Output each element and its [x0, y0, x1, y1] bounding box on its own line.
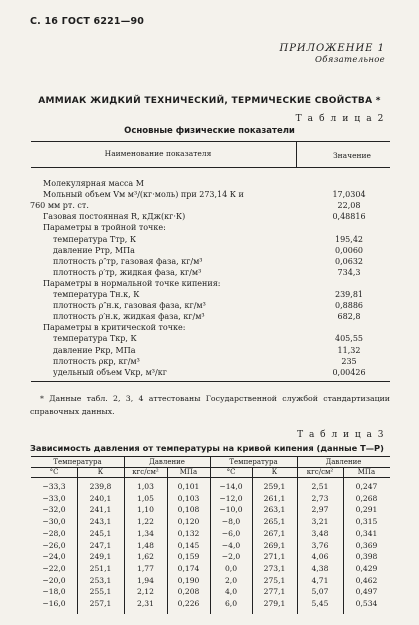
table3-cell-temp-k: 277,1: [263, 587, 286, 597]
table3-cell-pressure-mpa: 0,190: [177, 575, 200, 585]
table2-row-name: Мольный объем Vм м³/(кг·моль) при 273,14 К и: [43, 190, 244, 200]
table2-row-value: 22,08: [337, 201, 361, 211]
table3-sub-kgf: кгс/см²: [132, 468, 159, 476]
table3-cell-temp-k: 269,1: [263, 540, 286, 550]
table3-cell-pressure-kgf: 5,45: [311, 599, 329, 608]
table2-col-value-header: Значение: [333, 151, 371, 160]
table2-row-value: 235: [341, 356, 357, 366]
table3-cell-pressure-kgf: 3,48: [311, 528, 329, 538]
table2-label: Т а б л и ц а 2: [295, 114, 385, 124]
table3-cell-pressure-mpa: 0,341: [355, 528, 378, 538]
table3-cell-pressure-mpa: 0,174: [177, 563, 200, 573]
table3-group-pressure: Давление: [149, 458, 185, 466]
table3-cell-pressure-mpa: 0,247: [355, 482, 378, 491]
table3-cell-temp-c: −18,0: [42, 587, 66, 597]
table3-cell-pressure-kgf: 2,12: [137, 587, 154, 597]
table2-row-value: 0,48816: [332, 212, 366, 222]
table3-cell-pressure-kgf: 2,51: [311, 482, 329, 491]
page-header: С. 16 ГОСТ 6221—90: [30, 16, 145, 27]
table3-cell-temp-c: −12,0: [219, 493, 243, 503]
table3-cell-temp-k: 279,1: [263, 599, 286, 608]
table3-sub-celsius: °С: [226, 468, 236, 476]
table2-bottom-rule: [31, 381, 390, 382]
table2-row-value: 0,0060: [335, 245, 363, 255]
table2-row: [33, 290, 419, 300]
table3-cell-pressure-mpa: 0,534: [355, 599, 378, 608]
table3-cell-temp-k: 239,8: [89, 482, 112, 491]
table3-cell-pressure-kgf: 2,97: [311, 505, 329, 515]
table2-row: [33, 301, 419, 311]
table2-header-rule: [31, 167, 390, 168]
table3-cell-pressure-mpa: 0,398: [355, 552, 378, 562]
table3-cell-temp-k: 267,1: [263, 528, 286, 538]
table3-cell-pressure-kgf: 1,34: [137, 528, 154, 538]
table3-cell-pressure-kgf: 4,38: [311, 563, 329, 573]
table2-row: [33, 312, 419, 322]
table3-sub-mpa: МПа: [179, 468, 198, 476]
table2-row-name: Молекулярная масса M: [43, 179, 144, 188]
table3-cell-pressure-mpa: 0,291: [355, 505, 378, 515]
table2-row-value: 17,0304: [332, 190, 366, 200]
table3-cell-temp-k: 261,1: [263, 493, 286, 503]
table2-row-name: плотность ρ′н.к, жидкая фаза, кг/м³: [53, 312, 205, 322]
table2-row-value: 405,55: [335, 334, 363, 344]
table3-sub-kelvin: К: [97, 468, 104, 476]
table3-cell-temp-c: −14,0: [219, 482, 243, 491]
table3-cell-temp-k: 275,1: [263, 575, 286, 585]
table3-cell-pressure-kgf: 1,03: [137, 482, 154, 491]
table2-row-value: 0,0632: [335, 256, 363, 266]
table2-row-name: давление Pкр, МПа: [53, 345, 136, 355]
table3-cell-pressure-kgf: 1,22: [137, 517, 154, 527]
table3-cell-pressure-kgf: 2,73: [311, 493, 329, 503]
table3-cell-temp-k: 255,1: [89, 587, 112, 597]
table2-row-value: 0,8886: [335, 301, 363, 311]
appendix-label: [279, 43, 385, 65]
table3-cell-pressure-kgf: 1,77: [137, 563, 154, 573]
footnote: * Данные табл. 2, 3, 4 аттестованы Государственной службой стандартизации справочных данных.: [30, 394, 390, 416]
table3-cell-pressure-mpa: 0,226: [177, 599, 200, 608]
table3-cell-pressure-mpa: 0,145: [177, 540, 200, 550]
table2-row-name: давление Pтр, МПа: [53, 245, 135, 255]
table3-cell-pressure-mpa: 0,108: [177, 505, 200, 515]
table2-row: [33, 346, 419, 356]
table2-row-name: 760 мм рт. ст.: [30, 201, 89, 211]
table2-row: [33, 223, 419, 233]
table3-group-temperature: Температура: [229, 458, 278, 466]
table3-sub-celsius: °С: [49, 468, 59, 476]
main-title: АММИАК ЖИДКИЙ ТЕХНИЧЕСКИЙ, ТЕРМИЧЕСКИЕ СВОЙСТВА *: [38, 96, 381, 106]
table3-cell-pressure-mpa: 0,429: [355, 563, 378, 573]
table2-col-divider: [296, 141, 297, 167]
table3-group-temperature: Температура: [53, 458, 102, 466]
table3-cell-pressure-kgf: 1,62: [137, 552, 154, 562]
table3-cell-temp-c: −8,0: [221, 517, 241, 527]
table3-cell-temp-c: −2,0: [221, 552, 241, 562]
table3-cell-pressure-mpa: 0,497: [355, 587, 378, 597]
table2-row: [33, 246, 419, 256]
table3-cell-pressure-kgf: 1,05: [137, 493, 154, 503]
table2-row: [33, 179, 419, 189]
table2-row-value: 195,42: [335, 234, 363, 244]
table3-cell-pressure-mpa: 0,101: [177, 482, 200, 491]
table2-row-name: Параметры в нормальной точке кипения:: [43, 278, 221, 288]
table2-row: [33, 334, 419, 344]
table3-cell-temp-c: −32,0: [42, 505, 66, 515]
table2-row-value: 682,8: [337, 312, 361, 322]
table3-cell-pressure-mpa: 0,208: [177, 587, 200, 597]
table3-cell-pressure-kgf: 5,07: [311, 587, 329, 597]
table2-row-name: Газовая постоянная R, кДж(кг·К): [43, 212, 186, 222]
table3-label: Т а б л и ц а 3: [297, 430, 385, 440]
table2-row-name: плотность ρ″тр, газовая фаза, кг/м³: [53, 256, 203, 266]
table3-cell-pressure-kgf: 4,71: [311, 575, 329, 585]
table3-cell-temp-k: 259,1: [263, 482, 286, 491]
table3-cell-temp-k: 253,1: [89, 575, 112, 585]
table3-cell-temp-k: 265,1: [263, 517, 286, 527]
table2-row-value: 239,81: [335, 290, 363, 299]
table3-cell-temp-k: 271,1: [263, 552, 286, 562]
table2-row: [33, 357, 419, 367]
table3-cell-temp-c: −20,0: [42, 575, 66, 585]
table3-cell-pressure-mpa: 0,159: [177, 552, 200, 562]
table2-row-name: плотность ρ″н.к, газовая фаза, кг/м³: [53, 301, 206, 311]
table3-sub-mpa: МПа: [357, 468, 376, 476]
table3-cell-temp-k: 241,1: [89, 505, 112, 515]
table2-row-value: 0,00426: [332, 367, 366, 377]
table3-cell-pressure-kgf: 3,76: [311, 540, 329, 550]
table3-cell-temp-c: −28,0: [42, 528, 66, 538]
table3-cell-pressure-kgf: 2,31: [137, 599, 154, 608]
table2-row-name: Параметры в тройной точке:: [43, 223, 166, 233]
table3-cell-temp-c: 4,0: [224, 587, 238, 597]
table3-cell-temp-c: −26,0: [42, 540, 66, 550]
table3-cell-pressure-mpa: 0,103: [177, 493, 200, 503]
table2-row: [33, 268, 419, 278]
table2-row: [33, 279, 419, 289]
table2-row-name: плотность ρкр, кг/м³: [53, 356, 140, 366]
table3-cell-temp-k: 251,1: [89, 563, 112, 573]
table2-row-name: температура Tтр, К: [53, 234, 137, 244]
table3-cell-pressure-mpa: 0,315: [355, 517, 378, 527]
table3-sub-kgf: кгс/см²: [306, 468, 334, 476]
table3-cell-temp-k: 243,1: [89, 517, 112, 527]
table3-cell-temp-c: −24,0: [42, 552, 66, 562]
table2-row: [33, 190, 419, 200]
table2-caption: Основные физические показатели: [124, 126, 295, 136]
table2-row: [33, 323, 419, 333]
table2-row-name: удельный объем Vкр, м³/кг: [53, 367, 167, 377]
table3-cell-temp-c: −6,0: [221, 528, 241, 538]
table3-cell-pressure-kgf: 1,10: [137, 505, 154, 515]
table3-cell-temp-c: 6,0: [224, 599, 238, 608]
table3-cell-temp-k: 240,1: [89, 493, 112, 503]
table2-row-value: 734,3: [337, 267, 361, 277]
table3-cell-pressure-kgf: 1,94: [137, 575, 154, 585]
table3-cell-pressure-kgf: 3,21: [311, 517, 329, 527]
table3-caption: Зависимость давления от температуры на кривой кипения (данные T—P): [30, 443, 384, 453]
table3-cell-pressure-mpa: 0,268: [355, 493, 378, 503]
table3-cell-temp-k: 249,1: [89, 552, 112, 562]
table3-cell-temp-c: −30,0: [42, 517, 66, 527]
table3-cell-temp-c: −33,0: [42, 493, 66, 503]
table2-row-name: плотность ρ′тр, жидкая фаза, кг/м³: [53, 267, 202, 277]
table3-cell-pressure-mpa: 0,132: [177, 528, 200, 538]
table3-cell-temp-c: −4,0: [221, 540, 241, 550]
table3-cell-temp-k: 263,1: [263, 505, 286, 515]
table2-row: [33, 235, 419, 245]
table3-cell-temp-k: 257,1: [89, 599, 112, 608]
table3-cell-temp-c: −22,0: [42, 563, 66, 573]
table2-row: [33, 212, 419, 222]
table3-cell-temp-k: 273,1: [263, 563, 286, 573]
table2-row: [33, 257, 419, 267]
table3-cell-pressure-mpa: 0,120: [177, 517, 200, 527]
table3-cell-pressure-mpa: 0,369: [355, 540, 378, 550]
table3-cell-temp-k: 245,1: [89, 528, 112, 538]
table3-cell-pressure-mpa: 0,462: [355, 575, 378, 585]
table3-cell-pressure-kgf: 1,48: [137, 540, 154, 550]
table2-row-name: Параметры в критической точке:: [43, 323, 186, 333]
table2-row: [30, 201, 419, 211]
table3-group-pressure: Давление: [325, 458, 362, 466]
table3-cell-temp-c: −16,0: [42, 599, 66, 608]
table2-top-rule: [31, 141, 390, 142]
table3-cell-temp-c: 2,0: [224, 575, 238, 585]
table3-cell-pressure-kgf: 4,06: [311, 552, 329, 562]
table3-sub-kelvin: К: [271, 468, 278, 476]
appendix-title: ПРИЛОЖЕНИЕ 1: [279, 43, 385, 54]
table2-row-value: 11,32: [337, 345, 361, 355]
table3-cell-temp-k: 247,1: [89, 540, 112, 550]
table3-cell-temp-c: −10,0: [219, 505, 243, 515]
table2-row-name: температура Tн.к, К: [53, 290, 140, 299]
table2-col-name-header: Наименование показателя: [104, 149, 212, 158]
table2-row-name: температура Tкр, К: [53, 334, 137, 344]
table3-cell-temp-c: −33,3: [42, 482, 66, 491]
table2-row: [33, 368, 419, 378]
table3-cell-temp-c: 0,0: [224, 563, 238, 573]
appendix-status: Обязательное: [315, 55, 385, 65]
